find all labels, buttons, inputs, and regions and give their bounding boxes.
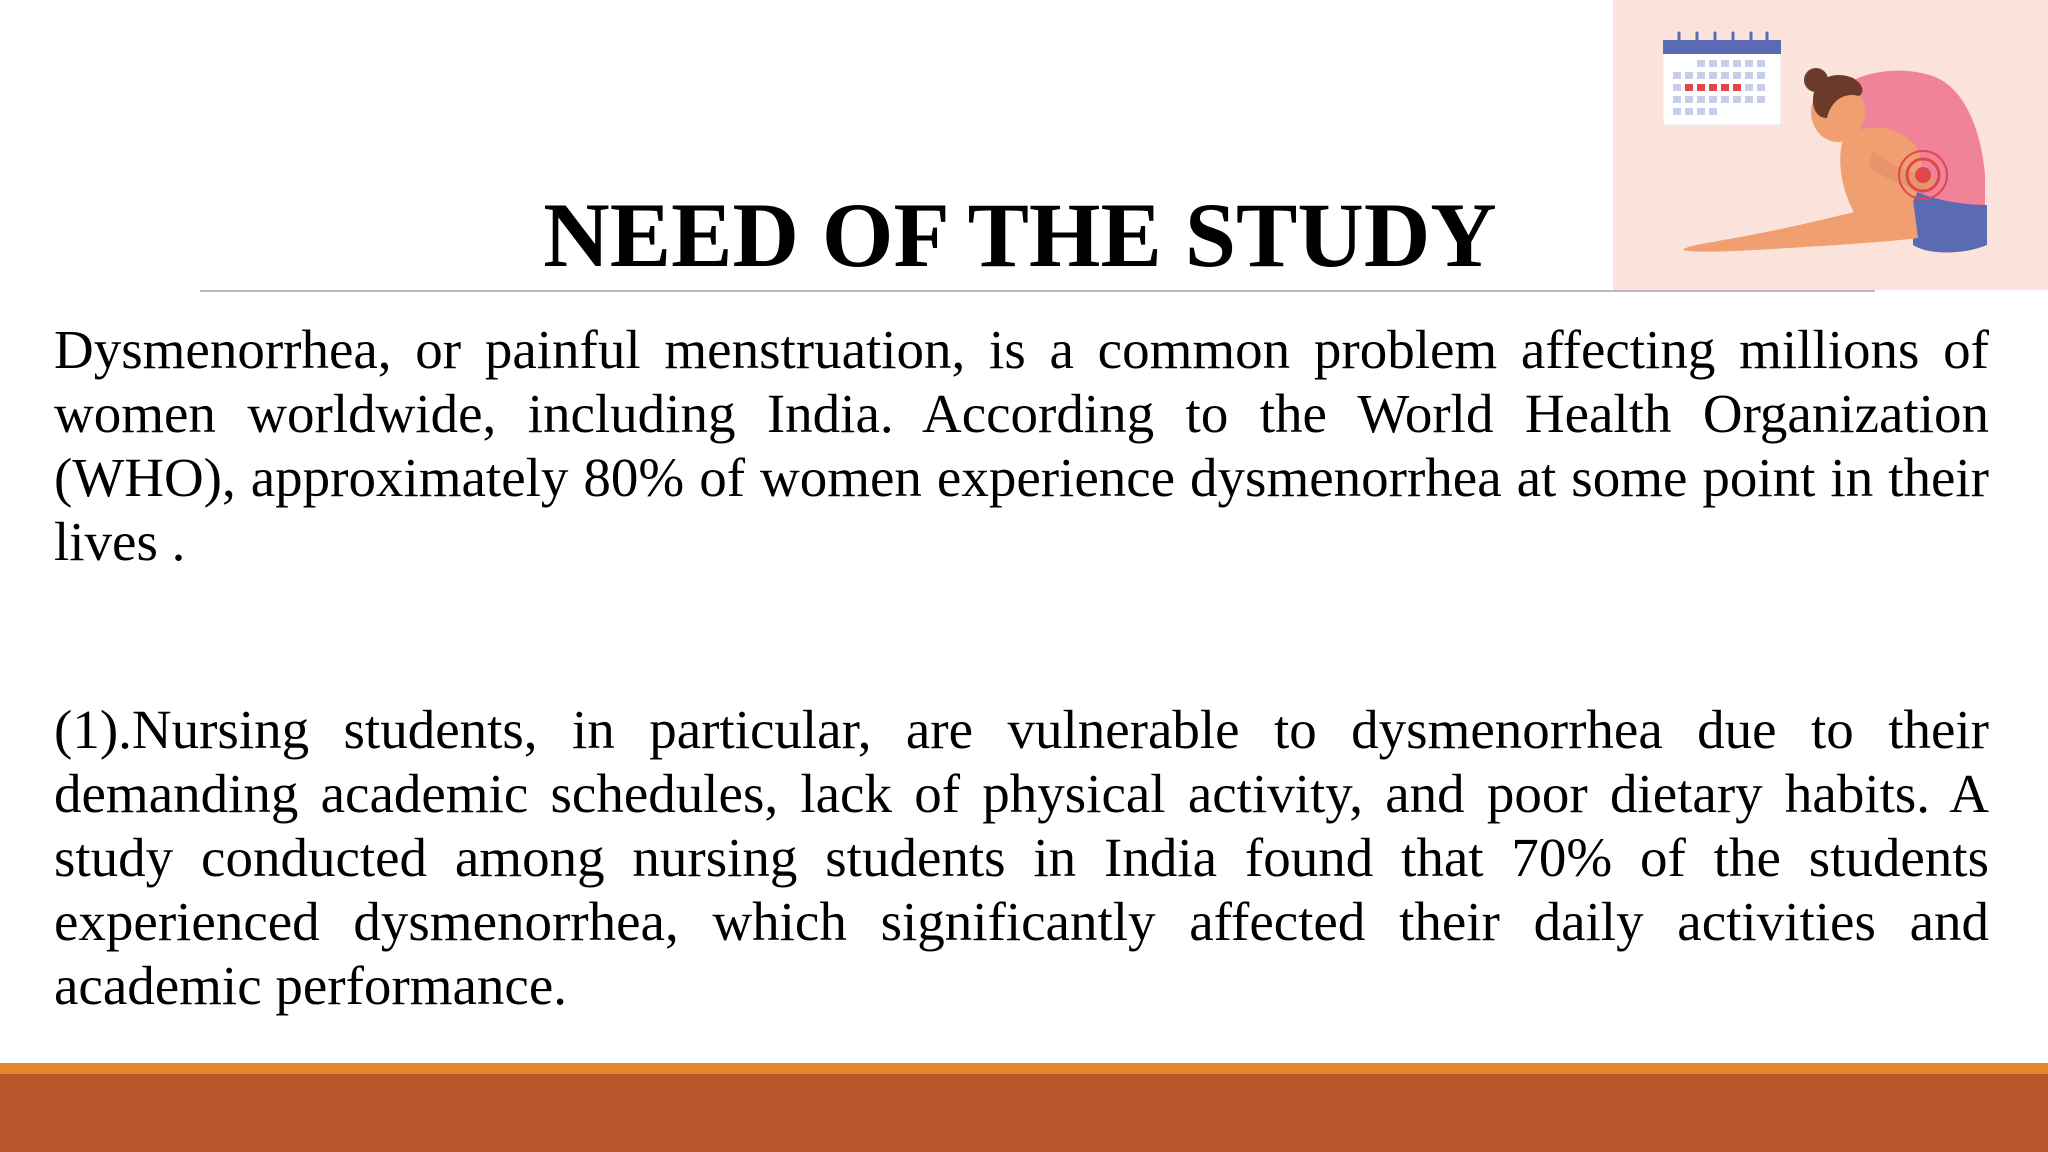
paragraph-nursing-students: (1).Nursing students, in particular, are vulnerable to dysmenorrhea due to their demanding academic schedules, lack of physical activity, and poor dietary habits. A study conducted among nursing students in India found that 70% of the students experienced dysmenorrhea, which significantly affected their daily activities and academic performance.	[54, 699, 1989, 1016]
calendar-icon	[1663, 33, 1781, 125]
footer-accent-line	[0, 1063, 2048, 1074]
title-divider	[200, 290, 1875, 292]
footer-band	[0, 1074, 2048, 1152]
body-text	[54, 318, 1989, 1018]
slide-title: NEED OF THE STUDY	[543, 184, 1497, 286]
pain-target-icon	[1899, 151, 1947, 199]
paragraph-intro: Dysmenorrhea, or painful menstruation, is a common problem affecting millions of women worldwide, including India. According to the World Health Organization (WHO), approximately 80% of women experience dysmenorrhea at some point in their lives .	[54, 319, 1989, 572]
